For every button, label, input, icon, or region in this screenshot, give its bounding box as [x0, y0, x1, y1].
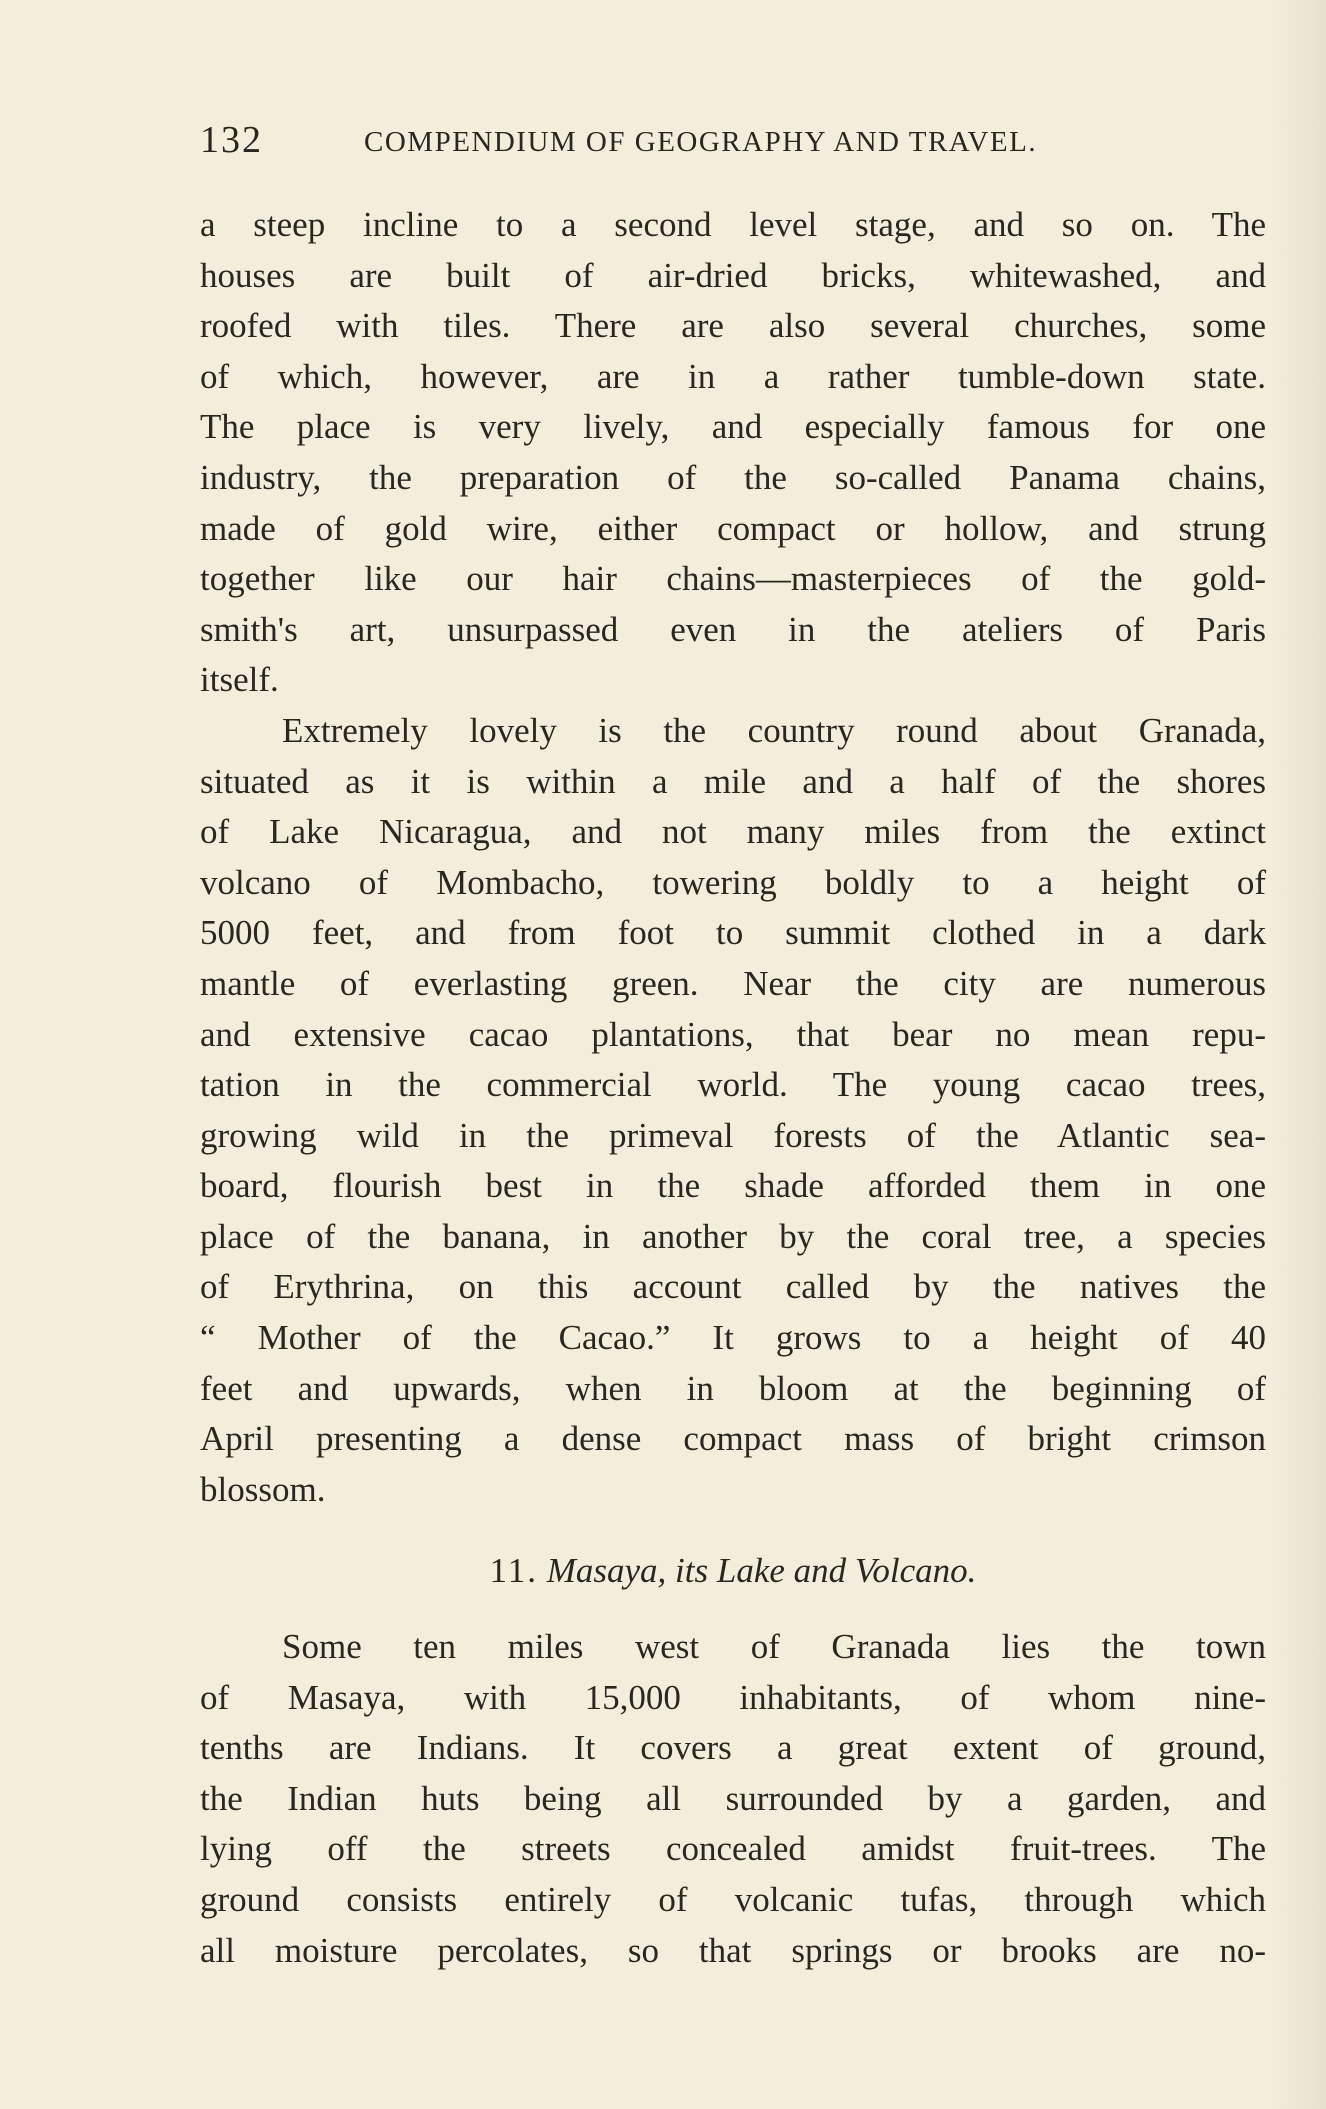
running-title: COMPENDIUM OF GEOGRAPHY AND TRAVEL. [364, 126, 1038, 158]
text-line: tation in the commercial world. The young cacao trees, [200, 1065, 1266, 1105]
text-line: Extremely lovely is the country round about Granada, [282, 710, 1266, 750]
text-line: “ Mother of the Cacao.” It grows to a height of 40 [200, 1318, 1266, 1358]
paragraph-3 [200, 1622, 1266, 1976]
text-line: board, flourish best in the shade afforded them in one [200, 1166, 1266, 1206]
text-line: growing wild in the primeval forests of the Atlantic sea- [200, 1115, 1266, 1155]
text-line: place of the banana, in another by the coral tree, a species [200, 1216, 1266, 1256]
text-line: of which, however, are in a rather tumble-down state. [200, 356, 1266, 396]
text-line: mantle of everlasting green. Near the city are numerous [200, 963, 1266, 1003]
text-line: April presenting a dense compact mass of bright crimson [200, 1419, 1266, 1459]
text-line: made of gold wire, either compact or hollow, and strung [200, 508, 1266, 548]
paragraph-2 [200, 706, 1266, 1516]
text-line: blossom. [200, 1469, 326, 1509]
text-line: of Erythrina, on this account called by the natives the [200, 1267, 1266, 1307]
text-line: of Masaya, with 15,000 inhabitants, of whom nine- [200, 1677, 1266, 1717]
text-line: itself. [200, 660, 279, 700]
text-line: lying off the streets concealed amidst fruit-trees. The [200, 1829, 1266, 1869]
text-line: a steep incline to a second level stage, and so on. The [200, 205, 1266, 244]
paragraph-1 [200, 200, 1266, 706]
text-line: together like our hair chains—masterpieces of the gold- [200, 559, 1266, 599]
text-line: feet and upwards, when in bloom at the beginning of [200, 1368, 1266, 1408]
text-line: situated as it is within a mile and a half of the shores [200, 761, 1266, 801]
text-line: houses are built of air-dried bricks, whitewashed, and [200, 255, 1266, 295]
text-line: The place is very lively, and especially famous for one [200, 407, 1266, 447]
text-line: ground consists entirely of volcanic tufas, through which [200, 1879, 1266, 1919]
text-line: the Indian huts being all surrounded by a garden, and [200, 1778, 1266, 1818]
section-number: 11. [489, 1551, 538, 1590]
body-text-lower [200, 1622, 1266, 1976]
text-line: of Lake Nicaragua, and not many miles from the extinct [200, 812, 1266, 852]
section-heading [200, 1545, 1266, 1597]
text-line: smith's art, unsurpassed even in the ateliers of Paris [200, 609, 1266, 649]
text-line: and extensive cacao plantations, that bear no mean repu- [200, 1014, 1266, 1054]
text-line: tenths are Indians. It covers a great extent of ground, [200, 1728, 1266, 1768]
running-head [200, 118, 1130, 168]
text-line: Some ten miles west of Granada lies the town [282, 1627, 1266, 1666]
text-line: volcano of Mombacho, towering boldly to a height of [200, 862, 1266, 902]
text-line: roofed with tiles. There are also several churches, some [200, 306, 1266, 346]
section-title: Masaya, its Lake and Volcano. [546, 1551, 977, 1590]
text-line: 5000 feet, and from foot to summit clothed in a dark [200, 913, 1266, 953]
page-number: 132 [200, 119, 263, 161]
text-line: all moisture percolates, so that springs or brooks are no- [200, 1930, 1266, 1970]
body-text-upper [200, 200, 1266, 1515]
text-line: industry, the preparation of the so-called Panama chains, [200, 457, 1266, 497]
